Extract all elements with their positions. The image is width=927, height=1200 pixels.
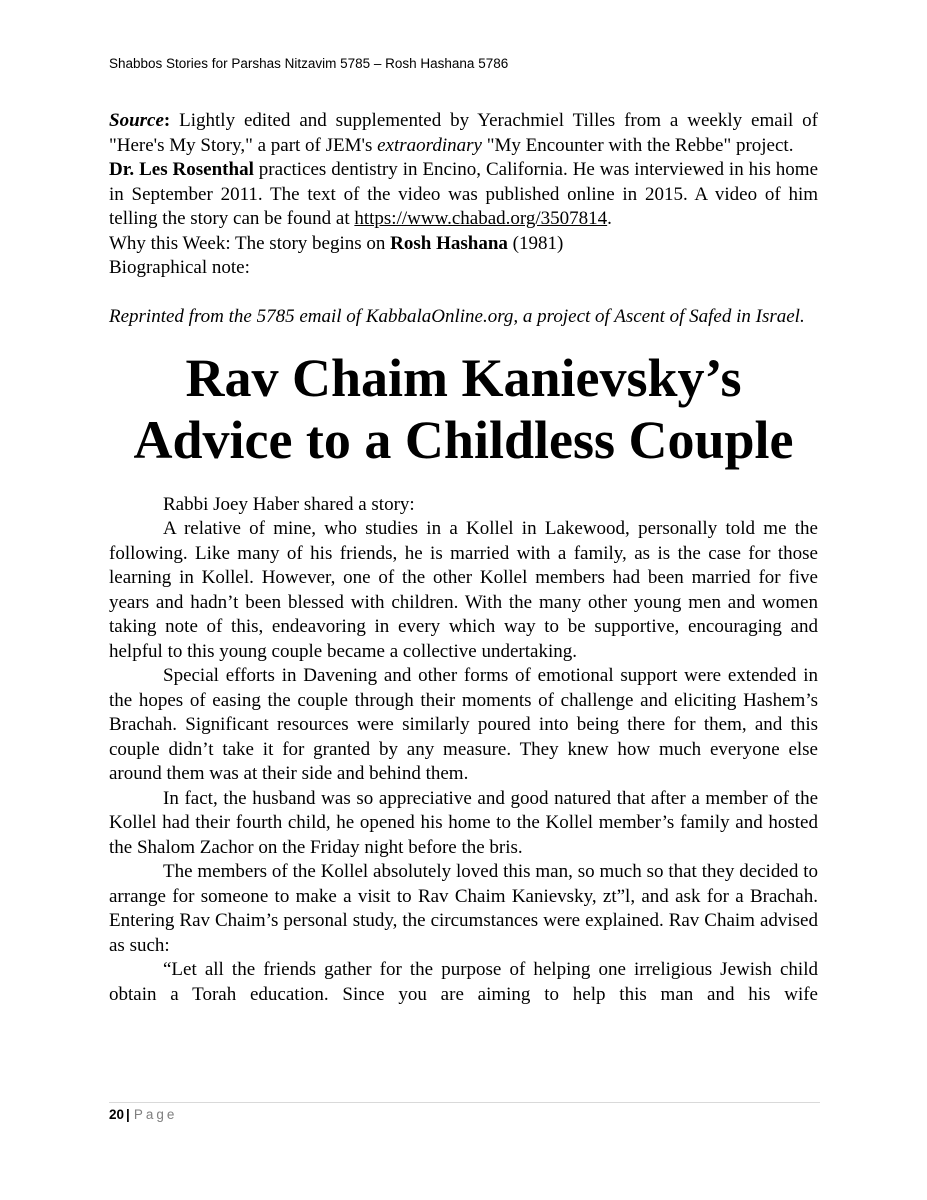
bio-paragraph [109, 158, 818, 232]
source-label: Source [109, 110, 164, 131]
source-text-part-1: Lightly edited and supplemented by Yerachmiel Tilles from a weekly email of "Here's My Story," a part of JEM's [109, 110, 818, 156]
story-paragraph: The members of the Kollel absolutely loved this man, so much so that they decided to arrange for someone to make a visit to Rav Chaim Kanievsky, zt”l, and ask for a Brachah. Entering Rav Chaim’s personal study, the circumstances were explained. Rav Chaim advised as such: [109, 861, 818, 956]
source-colon: : [163, 110, 171, 131]
biographical-note: Biographical note: [109, 257, 250, 278]
story-paragraph: In fact, the husband was so appreciative and good natured that after a member of the Kollel had their fourth child, he opened his home to the Kollel member’s family and hosted the Shalom Zachor on the Friday night before the bris. [109, 787, 818, 858]
bio-end: . [607, 208, 612, 229]
story-paragraph: Rabbi Joey Haber shared a story: [163, 493, 415, 515]
reprint-note-text: Reprinted from the 5785 email of KabbalaOnline.org, a project of Ascent of Safed in Israel. [109, 306, 805, 327]
interviewee-name: Dr. Les Rosenthal [109, 159, 254, 180]
why-suffix: (1981) [507, 232, 564, 254]
page-body [109, 109, 818, 1007]
bio-text: practices dentistry in Encino, California. He was interviewed in his home in September 2011. The text of the video was published online in 2015. A video of him telling the story can be found at [109, 159, 818, 229]
page-number: 20 [109, 1107, 125, 1122]
spacer [109, 281, 818, 306]
why-this-week [109, 232, 818, 257]
article-title-line-2: Advice to a Childless Couple [133, 409, 794, 470]
story-paragraph: A relative of mine, who studies in a Kollel in Lakewood, personally told me the following. Like many of his friends, he is married with a family, as is the case for those learning in Kollel. However, one of the other Kollel members had been married for five years and hadn’t been blessed with children. With the many other young men and women taking note of this, endeavoring in every which way to be supportive, encouraging and helpful to this young couple became a collective undertaking. [109, 518, 818, 662]
footer-separator: | [126, 1107, 130, 1122]
page-footer [109, 1107, 177, 1122]
why-holiday: Rosh Hashana [390, 232, 508, 254]
source-paragraph [109, 109, 818, 158]
story-paragraph: Special efforts in Davening and other forms of emotional support were extended in the hopes of easing the couple through their moments of challenge and eliciting Hashem’s Brachah. Significant resources were similarly poured into being there for them, and this couple didn’t take it for granted by any measure. They knew how much everyone else around them was at their side and behind them. [109, 665, 818, 784]
article-title-line-1: Rav Chaim Kanievsky’s [185, 347, 742, 408]
footer-divider [109, 1102, 820, 1103]
source-text-part-2: "My Encounter with the Rebbe" project. [481, 134, 794, 156]
video-link[interactable]: https://www.chabad.org/3507814 [354, 208, 608, 229]
why-prefix: Why this Week: The story begins on [109, 232, 391, 254]
reprint-note [109, 305, 818, 330]
running-header: Shabbos Stories for Parshas Nitzavim 5785 – Rosh Hashana 5786 [109, 56, 509, 71]
source-emphasis: extraordinary [377, 134, 482, 156]
page-label: Page [133, 1107, 178, 1122]
article-title [109, 347, 818, 471]
story-paragraph: “Let all the friends gather for the purpose of helping one irreligious Jewish child obtain a Torah education. Since you are aiming to help this man and his wife [109, 959, 818, 1005]
